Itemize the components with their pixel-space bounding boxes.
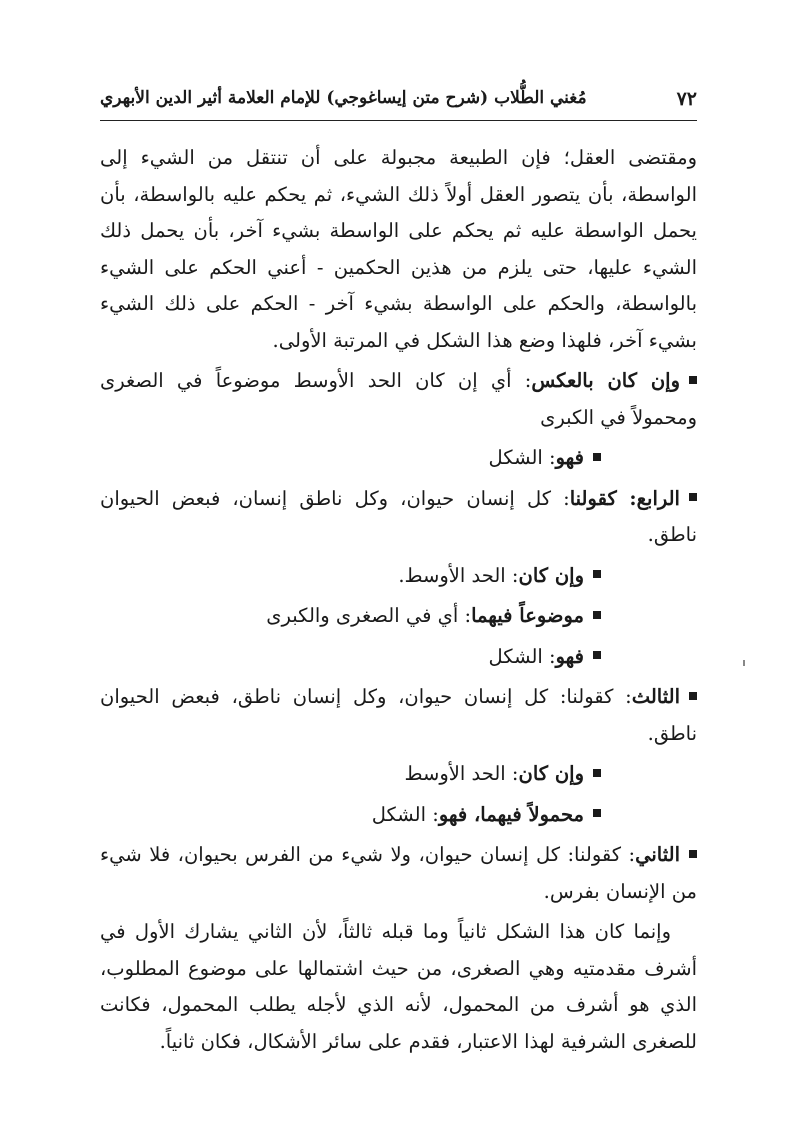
item-term: فهو <box>555 446 584 469</box>
item-separator: : <box>426 802 439 826</box>
item-separator: : <box>511 369 532 392</box>
list-item <box>100 598 697 635</box>
list-item <box>100 481 697 554</box>
item-term: الثالث <box>631 685 680 708</box>
item-text: كقولنا: كل إنسان حيوان، وكل إنسان ناطق، فبعض الحيوان ناطق. <box>100 685 697 745</box>
item-text: كقولنا: كل إنسان حيوان، ولا شيء من الفرس بحيوان، فلا شيء من الإنسان بفرس. <box>100 843 697 903</box>
item-term: محمولاً فيهما، فهو <box>438 802 584 826</box>
paragraph-intro: ومقتضى العقل؛ فإن الطبيعة مجبولة على أن تنتقل من الشيء إلى الواسطة، بأن يتصور العقل أولاً ذلك الشيء، ثم يحكم عليه بالواسطة، بأن يحمل الواسطة عليه ثم يحكم على الواسطة بشيء آخر، بأن يحمل ذلك الشيء عليها، حتى يلزم من هذين الحكمين - أعني الحكم على الشيء بالواسطة، والحكم على الواسطة بشيء آخر - الحكم على ذلك الشيء بشيء آخر، فلهذا وضع هذا الشكل في المرتبة الأولى. <box>100 146 697 352</box>
item-text: أي في الصغرى والكبرى <box>266 604 459 627</box>
list-item <box>100 639 697 676</box>
item-term: الثاني <box>635 843 680 866</box>
item-term: وإن كان <box>518 762 584 785</box>
item-separator: : <box>458 604 472 627</box>
item-separator: : <box>505 762 519 785</box>
square-bullet-icon <box>689 376 697 384</box>
page-number: ٧٢ <box>676 88 697 110</box>
square-bullet-icon <box>689 850 697 858</box>
square-bullet-icon <box>593 570 601 578</box>
item-separator: : <box>542 644 556 668</box>
item-term: وإن كان بالعكس <box>531 369 680 392</box>
header-divider <box>100 120 697 121</box>
item-term: وإن كان <box>518 563 584 587</box>
paragraph-closing: وإنما كان هذا الشكل ثانياً وما قبله ثالثاً، لأن الثاني يشارك الأول في أشرف مقدمتيه وهي الصغرى، من حيث اشتمالها على موضوع المطلوب، الذي هو أشرف من المحمول، لأنه الذي لأجله يطلب المحمول، فكانت للصغرى الشرفية لهذا الاعتبار، فقدم على سائر الأشكال، فكان ثانياً. <box>100 920 697 1053</box>
square-bullet-icon <box>593 611 601 619</box>
running-title: مُغني الطُّلاب (شرح متن إيساغوجي) للإمام العلامة أثير الدين الأبهري <box>100 88 587 108</box>
item-text: الحد الأوسط. <box>398 563 506 587</box>
running-header <box>100 84 697 120</box>
list-item <box>100 558 697 595</box>
margin-mark <box>743 660 745 666</box>
item-separator: : <box>505 563 519 587</box>
square-bullet-icon <box>593 453 601 461</box>
item-text: الشكل <box>371 802 427 826</box>
item-text: الشكل <box>488 446 543 469</box>
page-body <box>100 140 697 1064</box>
item-separator: : <box>621 843 636 866</box>
item-term: الرابع: كقولنا <box>569 486 680 510</box>
square-bullet-icon <box>593 769 601 777</box>
list-item <box>100 679 697 752</box>
item-separator: : <box>551 486 570 510</box>
list-item <box>100 797 697 834</box>
square-bullet-icon <box>593 651 601 659</box>
item-text: أي إن كان الحد الأوسط موضوعاً في الصغرى ومحمولاً في الكبرى <box>100 369 697 429</box>
item-text: الحد الأوسط <box>404 762 506 785</box>
square-bullet-icon <box>689 493 697 501</box>
item-text: كل إنسان حيوان، وكل ناطق إنسان، فبعض الحيوان ناطق. <box>100 486 697 546</box>
item-separator: : <box>542 446 556 469</box>
item-separator: : <box>613 685 632 708</box>
item-text: الشكل <box>488 644 543 668</box>
list-item <box>100 756 697 793</box>
item-term: موضوعاً فيهما <box>471 604 584 627</box>
item-term: فهو <box>555 644 584 668</box>
list-item <box>100 363 697 436</box>
square-bullet-icon <box>593 809 601 817</box>
square-bullet-icon <box>689 692 697 700</box>
list-item <box>100 440 697 477</box>
list-item <box>100 837 697 910</box>
